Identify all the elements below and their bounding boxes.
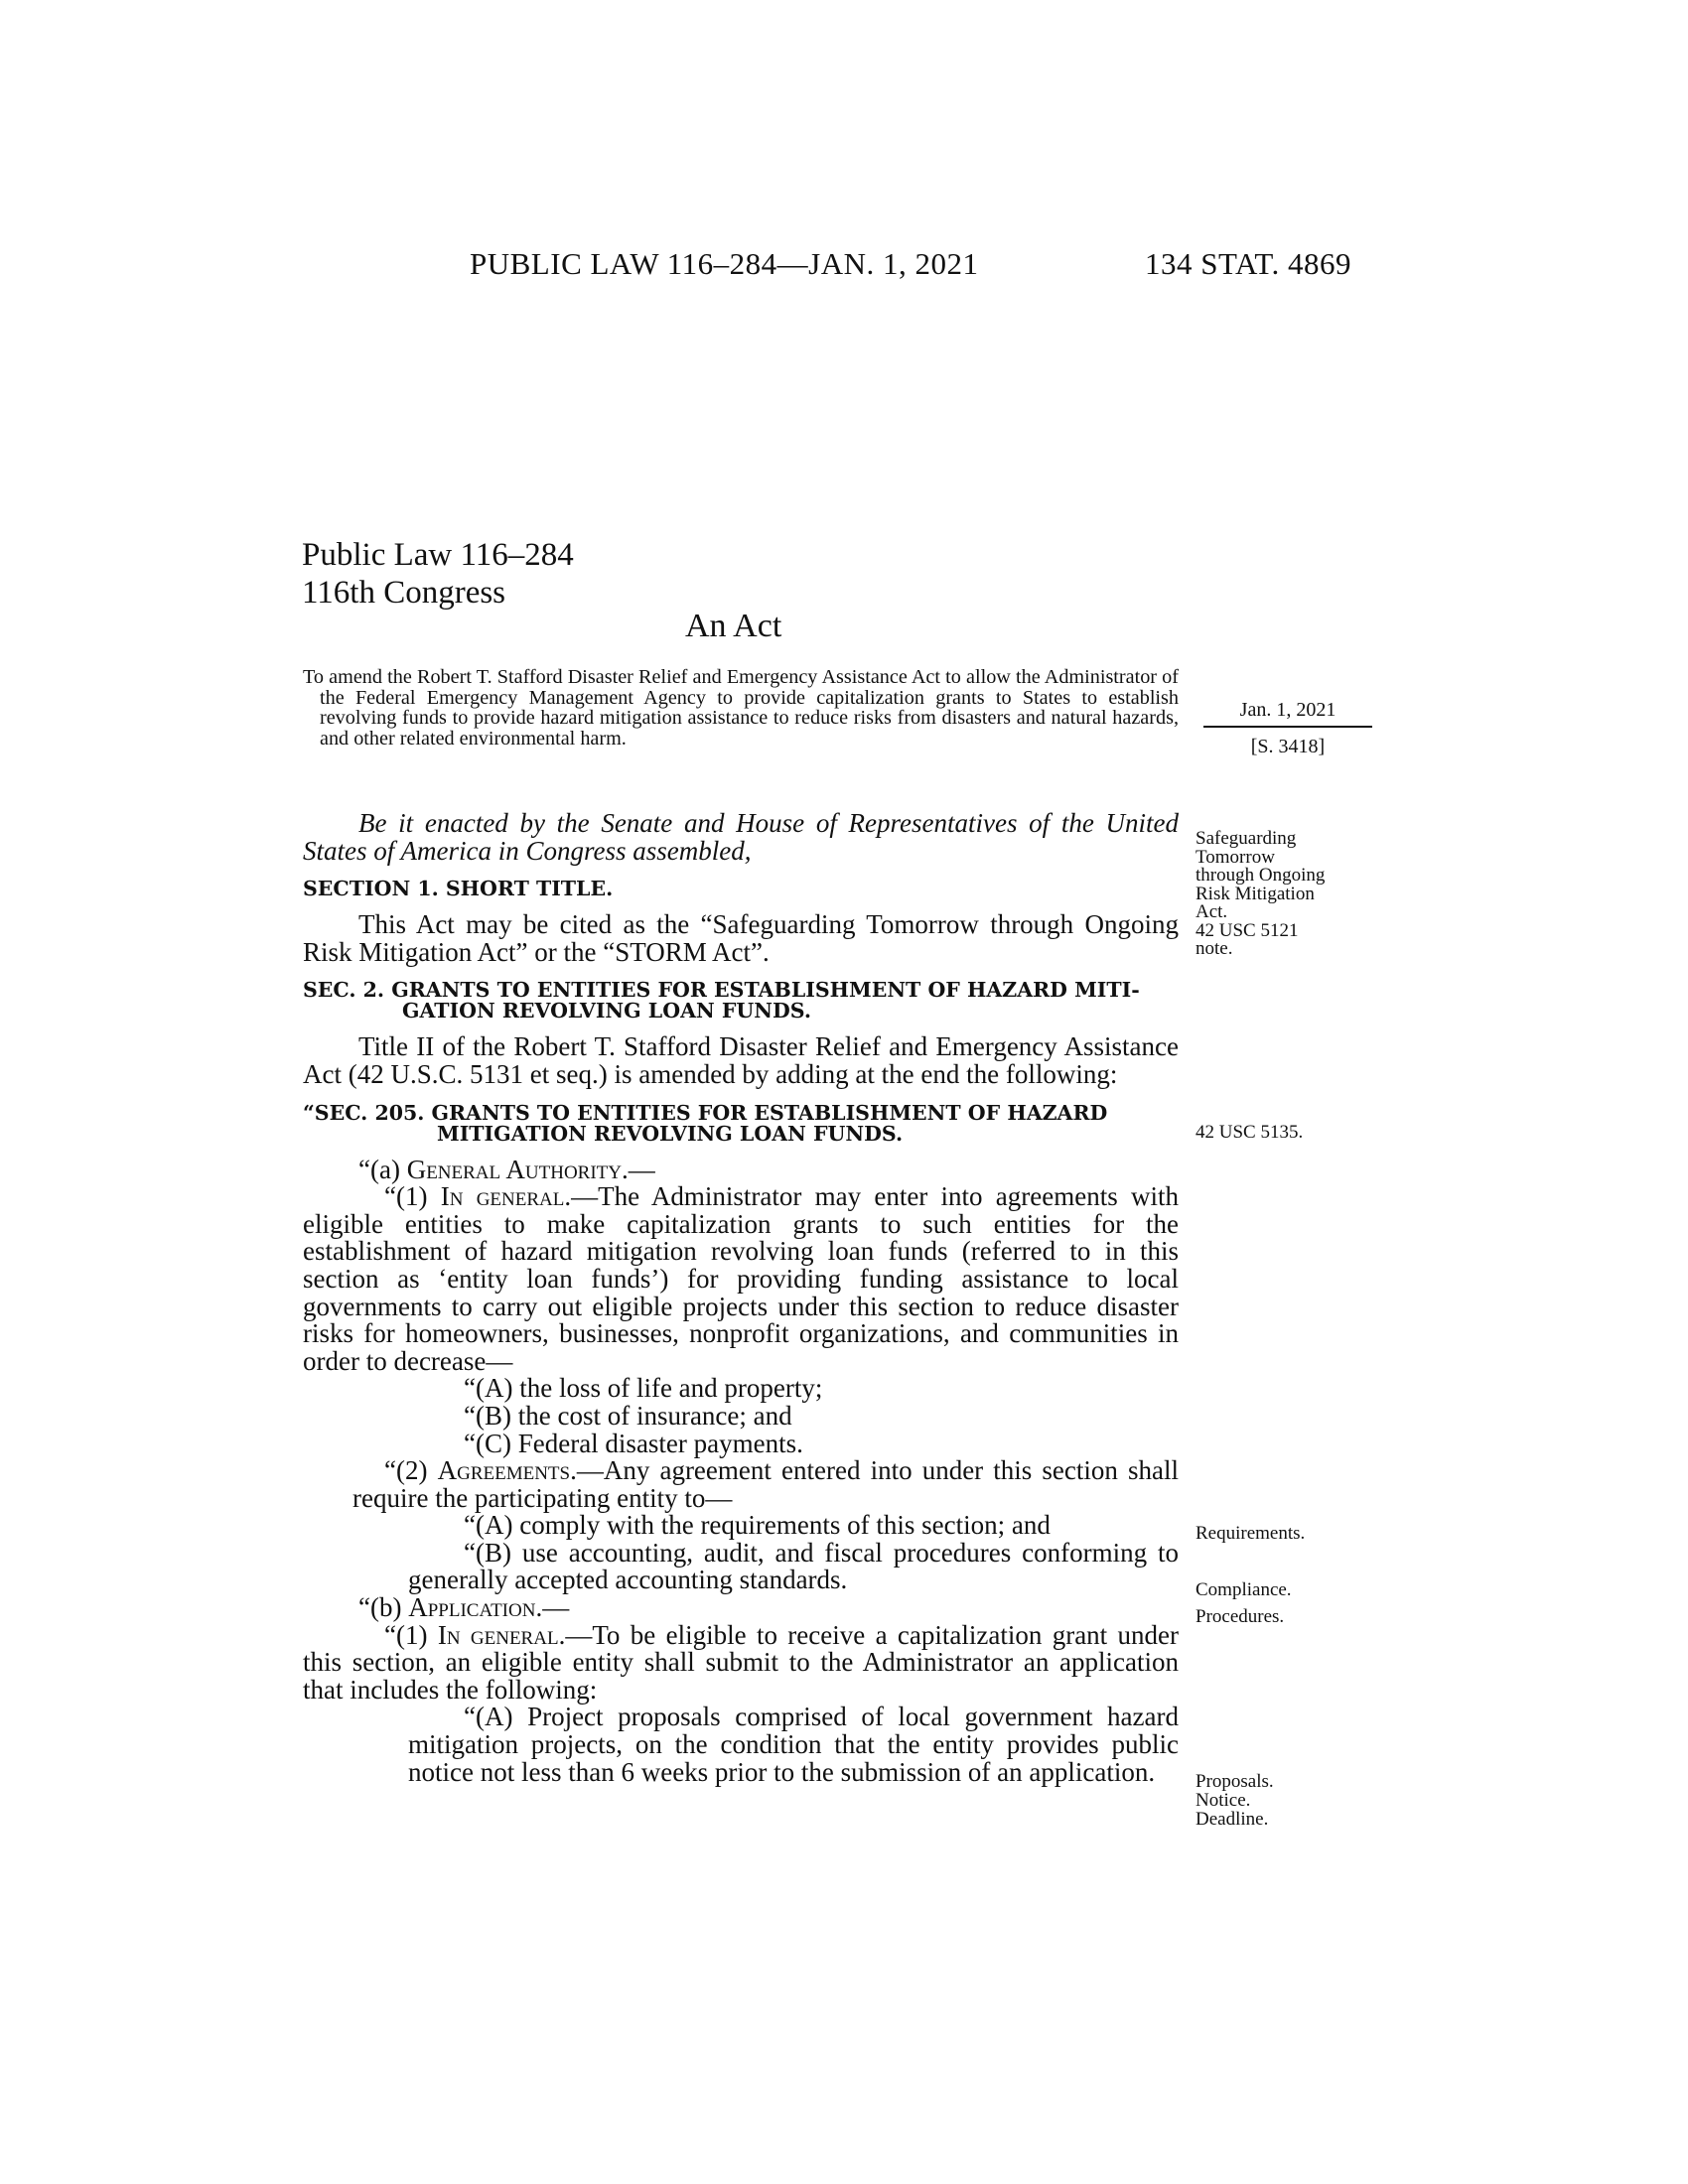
margin-note-deadline: Deadline. — [1196, 1809, 1269, 1830]
margin-note-short-title — [1196, 830, 1394, 959]
section-2-text: Title II of the Robert T. Stafford Disaster Relief and Emergency Assistance Act (42 U.S.C. 5131 et seq.) is amended by adding at the end the following: — [303, 1031, 1179, 1089]
running-header-citation: PUBLIC LAW 116–284—JAN. 1, 2021 — [470, 246, 979, 281]
margin-note-notice: Notice. — [1196, 1790, 1251, 1811]
subsection-a-title: General Authority — [406, 1154, 622, 1184]
summary-text: To amend the Robert T. Stafford Disaster Relief and Emergency Assistance Act to allow the Administrator of the Federal Emergency Management Agency to provide capitalization grants to States to establish revolving funds to provide hazard mitigation assistance to reduce risks from disasters and natural hazards, and other related environmental harm. — [303, 666, 1179, 750]
section-2-heading-line1: SEC. 2. GRANTS TO ENTITIES FOR ESTABLISHMENT OF HAZARD MITI- — [303, 978, 1140, 1003]
subsection-b-heading — [303, 1594, 1179, 1622]
section-205-heading — [303, 1100, 1179, 1146]
item-b1A: “(A) Project proposals comprised of local government hazard mitigation projects, on the condition that the entity provides public notice not less than 6 weeks prior to the submission of an application. — [408, 1702, 1179, 1787]
margin-note-line: Tomorrow — [1196, 846, 1275, 868]
paragraph-b1 — [303, 1619, 1180, 1705]
enacting-clause: Be it enacted by the Senate and House of Representatives of the United States of America in Congress assembled, — [303, 808, 1179, 866]
section-205-heading-line2: MITIGATION REVOLVING LOAN FUNDS. — [437, 1121, 904, 1146]
margin-note-line: Risk Mitigation — [1196, 883, 1315, 904]
bill-number: [S. 3418] — [1250, 736, 1326, 757]
date-bill-box — [1203, 699, 1372, 758]
paragraph-a1-text: .—The Administrator may enter into agreements with eligible entities to make capitalization grants to such entities for the establishment of hazard mitigation revolving loan funds (referred to in this section as ‘entity loan funds’) for providing funding assistance to local governments to carry out eligible projects under this section to reduce disaster risks for homeowners, businesses, nonprofit organizations, and communities in order to decrease— — [303, 1181, 1179, 1376]
margin-note-compliance: Compliance. — [1196, 1579, 1292, 1600]
paragraph-a2 — [303, 1457, 1179, 1512]
an-act-heading: An Act — [685, 608, 782, 644]
subsection-b-title: Application — [408, 1592, 536, 1623]
paragraph-a1 — [303, 1183, 1179, 1375]
paragraph-a1-title: In general — [440, 1181, 565, 1212]
running-header-page: 134 STAT. 4869 — [1145, 246, 1352, 281]
public-law-number: Public Law 116–284 — [302, 537, 574, 573]
subsection-a-heading — [303, 1154, 1179, 1184]
item-a2B: “(B) use accounting, audit, and fiscal procedures conforming to generally accepted accounting standards. — [408, 1537, 1179, 1595]
section-1-heading: SECTION 1. SHORT TITLE. — [303, 877, 614, 901]
enactment-date: Jan. 1, 2021 — [1203, 699, 1372, 728]
subsection-b-label: “(b) — [358, 1592, 409, 1623]
item-a2A: “(A) comply with the requirements of this section; and — [464, 1510, 1051, 1541]
margin-note-line: 42 USC 5121 — [1196, 919, 1299, 941]
paragraph-b1-title: In general — [437, 1619, 559, 1650]
congress-number: 116th Congress — [302, 575, 506, 611]
margin-note-line: Safeguarding — [1196, 828, 1297, 849]
margin-note-proposals: Proposals. — [1196, 1771, 1274, 1792]
margin-note-line: Act. — [1196, 901, 1228, 922]
act-body — [303, 810, 1179, 1786]
paragraph-b1-text: .—To be eligible to receive a capitalization grant under this section, an eligible entity shall submit to the Administrator an application that includes the following: — [303, 1619, 1180, 1705]
item-a1C: “(C) Federal disaster payments. — [464, 1428, 803, 1458]
subsection-a-label: “(a) — [358, 1154, 407, 1184]
paragraph-a2-label: “(2) — [384, 1455, 438, 1486]
margin-note-requirements: Requirements. — [1196, 1523, 1306, 1544]
section-2-heading-line2: GATION REVOLVING LOAN FUNDS. — [402, 999, 812, 1024]
margin-note-line: note. — [1196, 938, 1233, 959]
item-a1A: “(A) the loss of life and property; — [464, 1373, 823, 1404]
margin-note-usc-5135: 42 USC 5135. — [1196, 1122, 1304, 1143]
margin-note-line: through Ongoing — [1196, 865, 1326, 886]
paragraph-a1-label: “(1) — [384, 1181, 441, 1212]
subsection-b-dash: .— — [535, 1592, 570, 1623]
act-summary — [303, 667, 1179, 749]
section-205-heading-line1: “SEC. 205. GRANTS TO ENTITIES FOR ESTABLISHMENT OF HAZARD — [303, 1100, 1108, 1125]
item-a1B: “(B) the cost of insurance; and — [464, 1400, 792, 1431]
subsection-a-dash: .— — [622, 1154, 655, 1184]
margin-note-procedures: Procedures. — [1196, 1606, 1285, 1627]
paragraph-b1-label: “(1) — [384, 1619, 438, 1650]
section-1-text: This Act may be cited as the “Safeguarding Tomorrow through Ongoing Risk Mitigation Act” or the “STORM Act”. — [303, 909, 1179, 967]
paragraph-a2-text: .—Any agreement entered into under this section shall require the participating entity to— — [352, 1455, 1179, 1513]
section-2-heading — [303, 980, 1179, 1022]
paragraph-a2-title: Agreements — [437, 1455, 571, 1486]
